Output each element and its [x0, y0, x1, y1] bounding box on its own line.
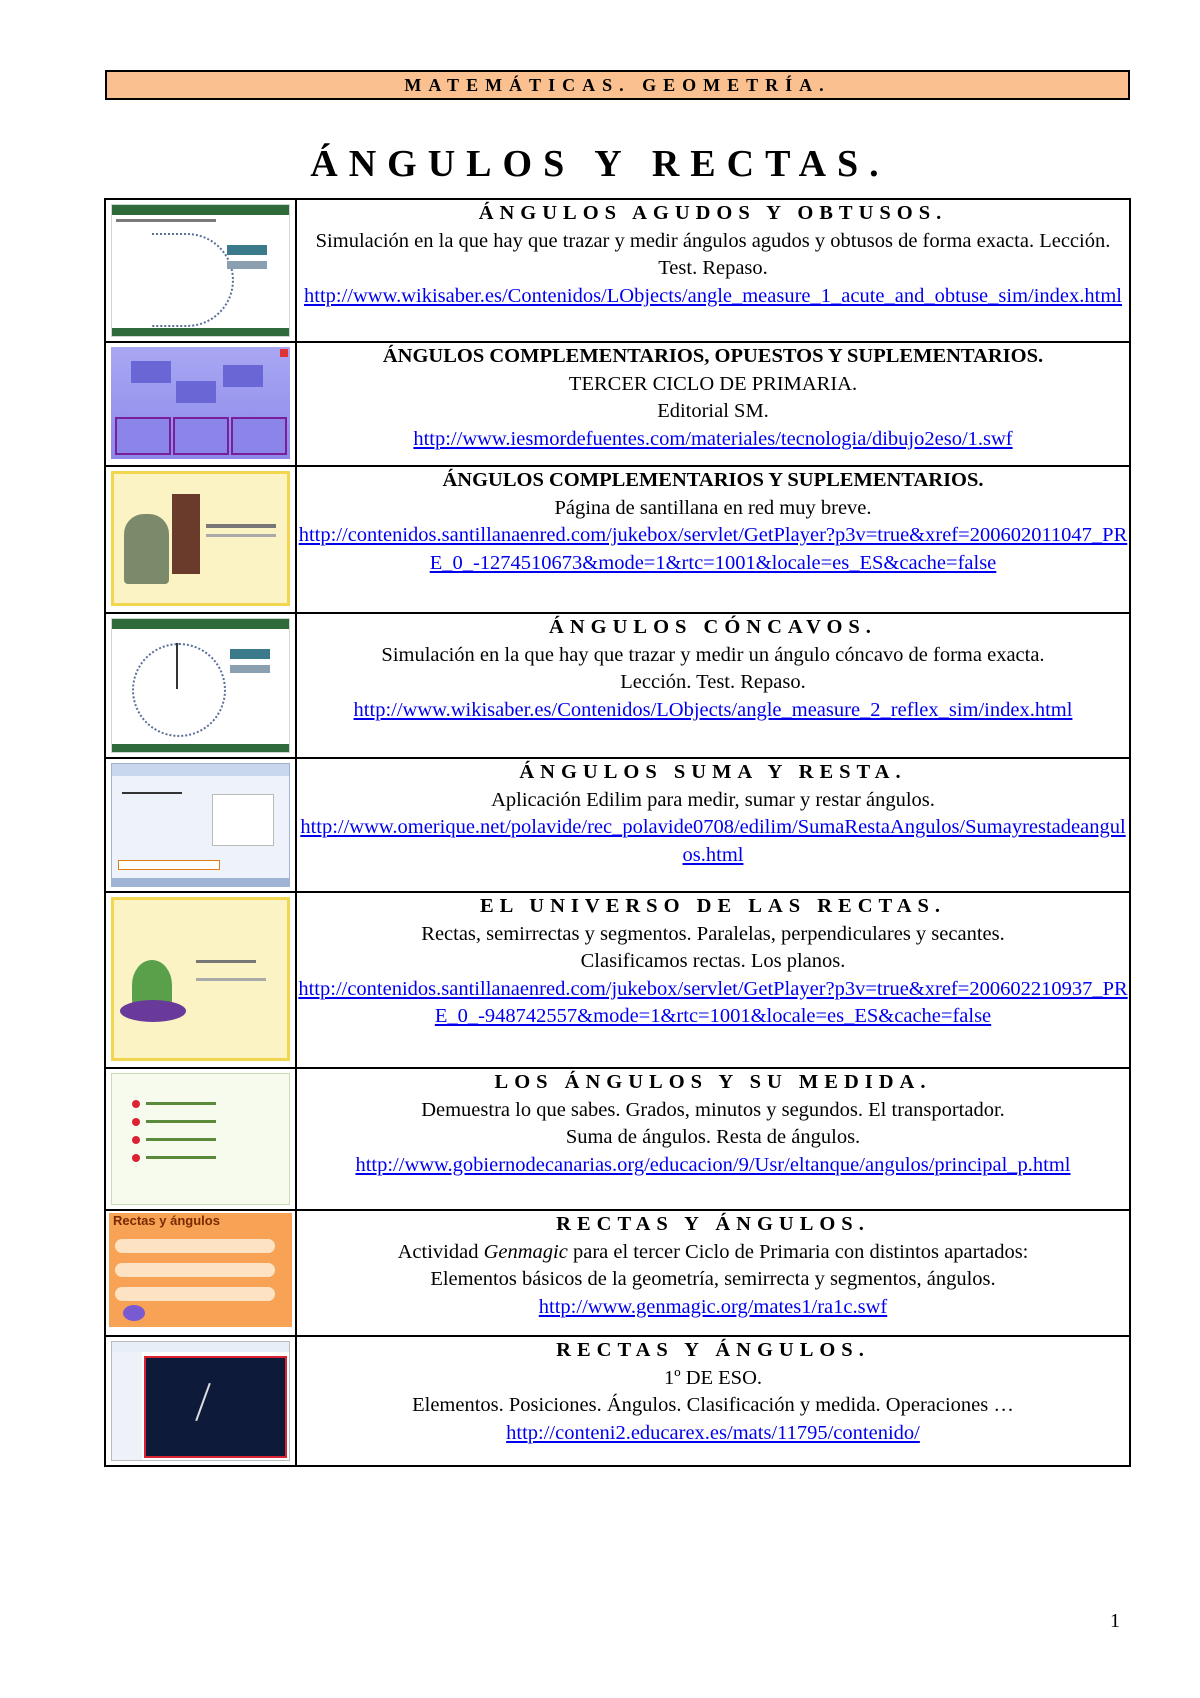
resource-text: Editorial SM. — [657, 400, 769, 422]
page-number: 1 — [1110, 1610, 1120, 1632]
resource-description — [296, 613, 1130, 758]
resource-link[interactable]: http://www.genmagic.org/mates1/ra1c.swf — [538, 1295, 888, 1318]
resource-text: 1º DE ESO. — [663, 1366, 763, 1389]
resource-title: ÁNGULOS CÓNCAVOS. — [549, 616, 877, 638]
resource-link[interactable]: http://www.wikisaber.es/Contenidos/LObjects/angle_measure_2_reflex_sim/index.html — [353, 698, 1073, 721]
resource-link[interactable]: http://www.gobiernodecanarias.org/educacion/9/Usr/eltanque/angulos/principal_p.html — [355, 1153, 1071, 1176]
resource-title: ÁNGULOS SUMA Y RESTA. — [519, 761, 907, 783]
resource-link[interactable]: http://conteni2.educarex.es/mats/11795/contenido/ — [506, 1421, 920, 1444]
resource-text: Demuestra lo que sabes. Grados, minutos y segundos. El transportador. — [421, 1098, 1005, 1121]
resource-link[interactable]: http://contenidos.santillanaenred.com/jukebox/servlet/GetPlayer?p3v=true&xref=200602210937_PRE_0_-948742557&mode=1&rtc=1001&locale=es_ES&cache=false — [298, 977, 1128, 1027]
resource-title: ÁNGULOS COMPLEMENTARIOS, OPUESTOS Y SUPLEMENTARIOS. — [382, 345, 1044, 367]
resource-link[interactable]: http://www.omerique.net/polavide/rec_polavide0708/edilim/SumaRestaAngulos/Sumayrestadeangulos.html — [300, 816, 1126, 866]
resource-description — [296, 199, 1130, 342]
resources-table — [104, 198, 1131, 1467]
thumbnail-cell — [105, 342, 296, 466]
resource-title: RECTAS Y ÁNGULOS. — [556, 1213, 870, 1235]
table-row — [105, 1210, 1130, 1336]
resource-title: LOS ÁNGULOS Y SU MEDIDA. — [494, 1071, 932, 1093]
resource-text: TERCER CICLO DE PRIMARIA. — [568, 372, 858, 395]
resource-link[interactable]: http://www.wikisaber.es/Contenidos/LObjects/angle_measure_1_acute_and_obtuse_sim/index.html — [304, 284, 1122, 307]
thumbnail-cell — [105, 1210, 296, 1336]
resource-text-emphasis: Genmagic — [483, 1240, 568, 1263]
thumbnail-cell — [105, 1336, 296, 1466]
resource-description — [296, 1336, 1130, 1466]
thumbnail-cell — [105, 1068, 296, 1210]
resource-description — [296, 758, 1130, 892]
resource-text: Lección. Test. Repaso. — [620, 671, 806, 693]
resource-text: Aplicación Edilim para medir, sumar y restar ángulos. — [491, 788, 935, 811]
resource-title: EL UNIVERSO DE LAS RECTAS. — [479, 895, 947, 917]
resource-text-part: Actividad — [397, 1240, 484, 1263]
resource-description — [296, 466, 1130, 613]
thumbnail-sm-angles[interactable] — [111, 347, 290, 459]
thumbnail-cell — [105, 613, 296, 758]
resource-link[interactable]: http://contenidos.santillanaenred.com/jukebox/servlet/GetPlayer?p3v=true&xref=200602011047_PRE_0_-1274510673&mode=1&rtc=1001&locale=es_ES&cache=false — [298, 524, 1128, 574]
resource-text: Simulación en la que hay que trazar y medir un ángulo cóncavo de forma exacta. — [381, 643, 1045, 666]
table-row — [105, 199, 1130, 342]
thumbnail-label: Rectas y ángulos — [113, 1213, 220, 1228]
table-row — [105, 1068, 1130, 1210]
resource-text — [297, 1239, 1129, 1267]
thumbnail-edilim-angles[interactable] — [111, 763, 290, 887]
resource-description — [296, 892, 1130, 1068]
table-row — [105, 1336, 1130, 1466]
resource-description — [296, 1210, 1130, 1336]
thumbnail-wikisaber-acute[interactable] — [111, 204, 290, 337]
thumbnail-cell — [105, 466, 296, 613]
resource-description — [296, 1068, 1130, 1210]
resource-description — [296, 342, 1130, 466]
resource-text: Rectas, semirrectas y segmentos. Paralelas, perpendiculares y secantes. — [421, 922, 1005, 945]
resource-title: ÁNGULOS AGUDOS Y OBTUSOS. — [478, 202, 948, 224]
thumbnail-cell — [105, 758, 296, 892]
resource-text: Clasificamos rectas. Los planos. — [580, 950, 846, 972]
page-title: ÁNGULOS Y RECTAS. — [310, 143, 890, 185]
header-bar — [105, 70, 1130, 100]
thumbnail-educarex[interactable] — [111, 1341, 290, 1461]
thumbnail-wikisaber-reflex[interactable] — [111, 618, 290, 753]
resource-text: Elementos básicos de la geometría, semirrecta y segmentos, ángulos. — [430, 1268, 996, 1290]
resource-text: Suma de ángulos. Resta de ángulos. — [565, 1126, 861, 1148]
resource-text: Simulación en la que hay que trazar y medir ángulos agudos y obtusos de forma exacta. Lección. Test. Repaso. — [315, 229, 1111, 279]
resource-text: Página de santillana en red muy breve. — [554, 496, 872, 519]
table-row — [105, 342, 1130, 466]
table-row — [105, 892, 1130, 1068]
table-row — [105, 758, 1130, 892]
thumbnail-cell — [105, 892, 296, 1068]
resource-title: RECTAS Y ÁNGULOS. — [556, 1339, 870, 1361]
resource-title: ÁNGULOS COMPLEMENTARIOS Y SUPLEMENTARIOS. — [442, 469, 984, 491]
thumbnail-canarias-angles[interactable] — [111, 1073, 290, 1205]
thumbnail-genmagic[interactable] — [109, 1213, 292, 1327]
resource-link[interactable]: http://www.iesmordefuentes.com/materiales/tecnologia/dibujo2eso/1.swf — [413, 427, 1013, 450]
thumbnail-santillana-rectas[interactable] — [111, 897, 290, 1061]
table-row — [105, 466, 1130, 613]
resource-text: Elementos. Posiciones. Ángulos. Clasificación y medida. Operaciones … — [412, 1394, 1014, 1416]
table-row — [105, 613, 1130, 758]
thumbnail-santillana-angles[interactable] — [111, 471, 290, 606]
thumbnail-cell — [105, 199, 296, 342]
resource-text-part: para el tercer Ciclo de Primaria con distintos apartados: — [567, 1240, 1029, 1263]
header-label: MATEMÁTICAS. GEOMETRÍA. — [404, 74, 831, 95]
